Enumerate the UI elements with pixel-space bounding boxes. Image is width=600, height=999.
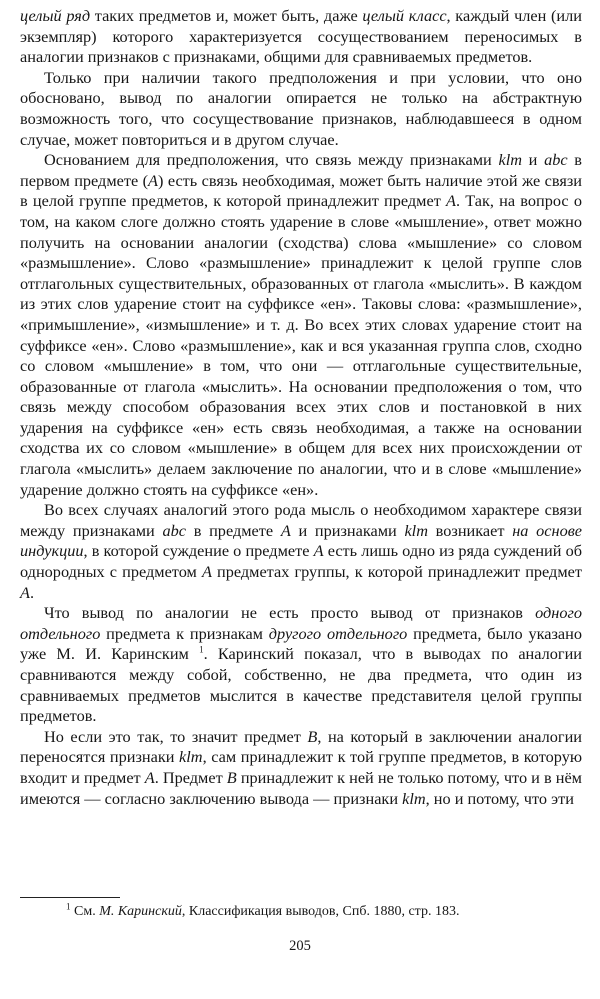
- text-segment: таких предметов и, может быть, даже: [90, 6, 363, 25]
- text-segment: предмета к признакам: [100, 623, 269, 643]
- text-segment: См.: [74, 904, 100, 919]
- paragraph: [20, 500, 582, 603]
- page-body: [20, 6, 582, 809]
- italic-text: A: [446, 191, 456, 211]
- italic-text: на основе индукции: [20, 520, 583, 561]
- text-segment: . Предмет: [154, 767, 227, 787]
- paragraph: [20, 727, 582, 809]
- text-segment: и признаками: [290, 520, 405, 540]
- text-segment: есть лишь одно из ряда суждений об однородных с предметом: [20, 541, 583, 582]
- text-segment: , на который в заключении аналогии переносятся признаки: [20, 726, 582, 767]
- italic-text: abc: [162, 520, 186, 540]
- footnote-separator: [20, 897, 120, 898]
- text-segment: Но если это так, то значит предмет: [44, 726, 308, 746]
- italic-text: A: [313, 541, 324, 561]
- text-segment: предмета, было указано уже М. И. Каринским: [20, 623, 582, 664]
- text-segment: Во всех случаях аналогий этого рода мысль о необходимом характере связи между признаками: [20, 500, 582, 540]
- text-segment: , но и потому, что эти: [425, 788, 574, 808]
- text-segment: в первом предмете (: [20, 150, 582, 190]
- italic-text: A: [280, 520, 291, 540]
- text-segment: предметах группы, к которой принадлежит предмет: [211, 562, 582, 582]
- italic-text: B: [307, 726, 318, 746]
- text-segment: возникает: [427, 520, 513, 540]
- paragraph: [20, 68, 582, 150]
- italic-text: A: [20, 582, 30, 602]
- footnote: [66, 903, 586, 921]
- italic-text: A: [148, 170, 158, 190]
- italic-text: abc: [544, 150, 568, 170]
- paragraph: [20, 6, 582, 68]
- text-segment: Что вывод по аналогии не есть просто вывод от признаков: [44, 603, 536, 623]
- footnote-text: [74, 904, 459, 919]
- text-segment: ) есть связь необходимая, может быть наличие этой же связи в целой группе предметов, к которой принадлежит предмет: [20, 170, 582, 211]
- main-text: [20, 6, 582, 809]
- footnote-reference: 1: [199, 644, 204, 655]
- text-segment: , каждый член (или экземпляр) которого характеризуется сосуществованием переносимых в аналогии признаков с признаками, общими для сравниваемых предметов.: [20, 6, 582, 67]
- italic-text: другого отдельного: [268, 623, 408, 643]
- text-segment: и: [521, 150, 545, 170]
- italic-text: A: [201, 562, 212, 582]
- italic-text: klm: [404, 520, 428, 540]
- italic-text: A: [144, 767, 155, 787]
- paragraph: [20, 603, 582, 727]
- footnote-marker: 1: [66, 901, 71, 912]
- page-number: 205: [289, 938, 311, 954]
- italic-text: klm: [402, 788, 426, 808]
- text-segment: , в которой суждение о предмете: [83, 541, 314, 561]
- text-segment: .: [29, 582, 35, 602]
- text-segment: , Классификация выводов, Спб. 1880, стр. 183.: [181, 904, 460, 919]
- italic-text: целый ряд: [20, 6, 91, 25]
- italic-text: klm: [498, 150, 522, 170]
- text-segment: . Каринский показал, что в выводах по аналогии сравниваются между собой, собственно, не два предмета, что один из сравниваемых предметов мыслится в качестве представителя целой группы предметов.: [20, 644, 583, 726]
- italic-text: klm: [179, 747, 203, 767]
- italic-text: целый класс: [362, 6, 447, 25]
- text-segment: . Так, на вопрос о том, на каком слоге должно стоять ударение в слове «мышление», ответ можно получить на основании аналогии (сходства) слова «мышление» со словом «размышление». Слово «размышление» принадлежит к целой группе слов отглагольных существительных, образованных от глагола «мыслить». В каждом из этих слов ударение стоит на суффиксе «ен». Таковы слова: «размышление», «примышление», «измышление» и т. д. Во всех этих словах ударение стоит на суффиксе «ен». Слово «размышление», как и вся указанная группа слов, сходно со словом «мышление» в том, что они — отглагольные существительные, образованные от глагола «мыслить». На основании предположения о том, что связь между способом образования всех этих слов и постановкой в них ударения на суффиксе «ен» есть связь необходимая, а также на основании сходства их со словом «мышление» в общем для всех них происхождении от глагола «мыслить» делаем заключение по аналогии, что и в слове «мышление» ударение должно стоять на суффиксе «ен».: [20, 191, 582, 499]
- italic-text: М. Каринский: [99, 904, 182, 919]
- text-segment: , сам принадлежит к той группе предметов, в которую входит и предмет: [20, 747, 582, 787]
- paragraph: [20, 150, 582, 500]
- italic-text: B: [226, 767, 237, 787]
- italic-text: одного отдельного: [20, 603, 582, 643]
- text-segment: в предмете: [185, 520, 281, 540]
- text-segment: Только при наличии такого предположения и при условии, что оно обосновано, вывод по аналогии опирается не только на абстрактную возможность того, что сосуществование признаков, наблюдавшееся в одном случае, может повториться и в другом случае.: [20, 67, 582, 149]
- text-segment: Основанием для предположения, что связь между признаками: [44, 150, 499, 170]
- text-segment: принадлежит к ней не только потому, что и в нём имеются — согласно заключению вывода — признаки: [20, 767, 582, 808]
